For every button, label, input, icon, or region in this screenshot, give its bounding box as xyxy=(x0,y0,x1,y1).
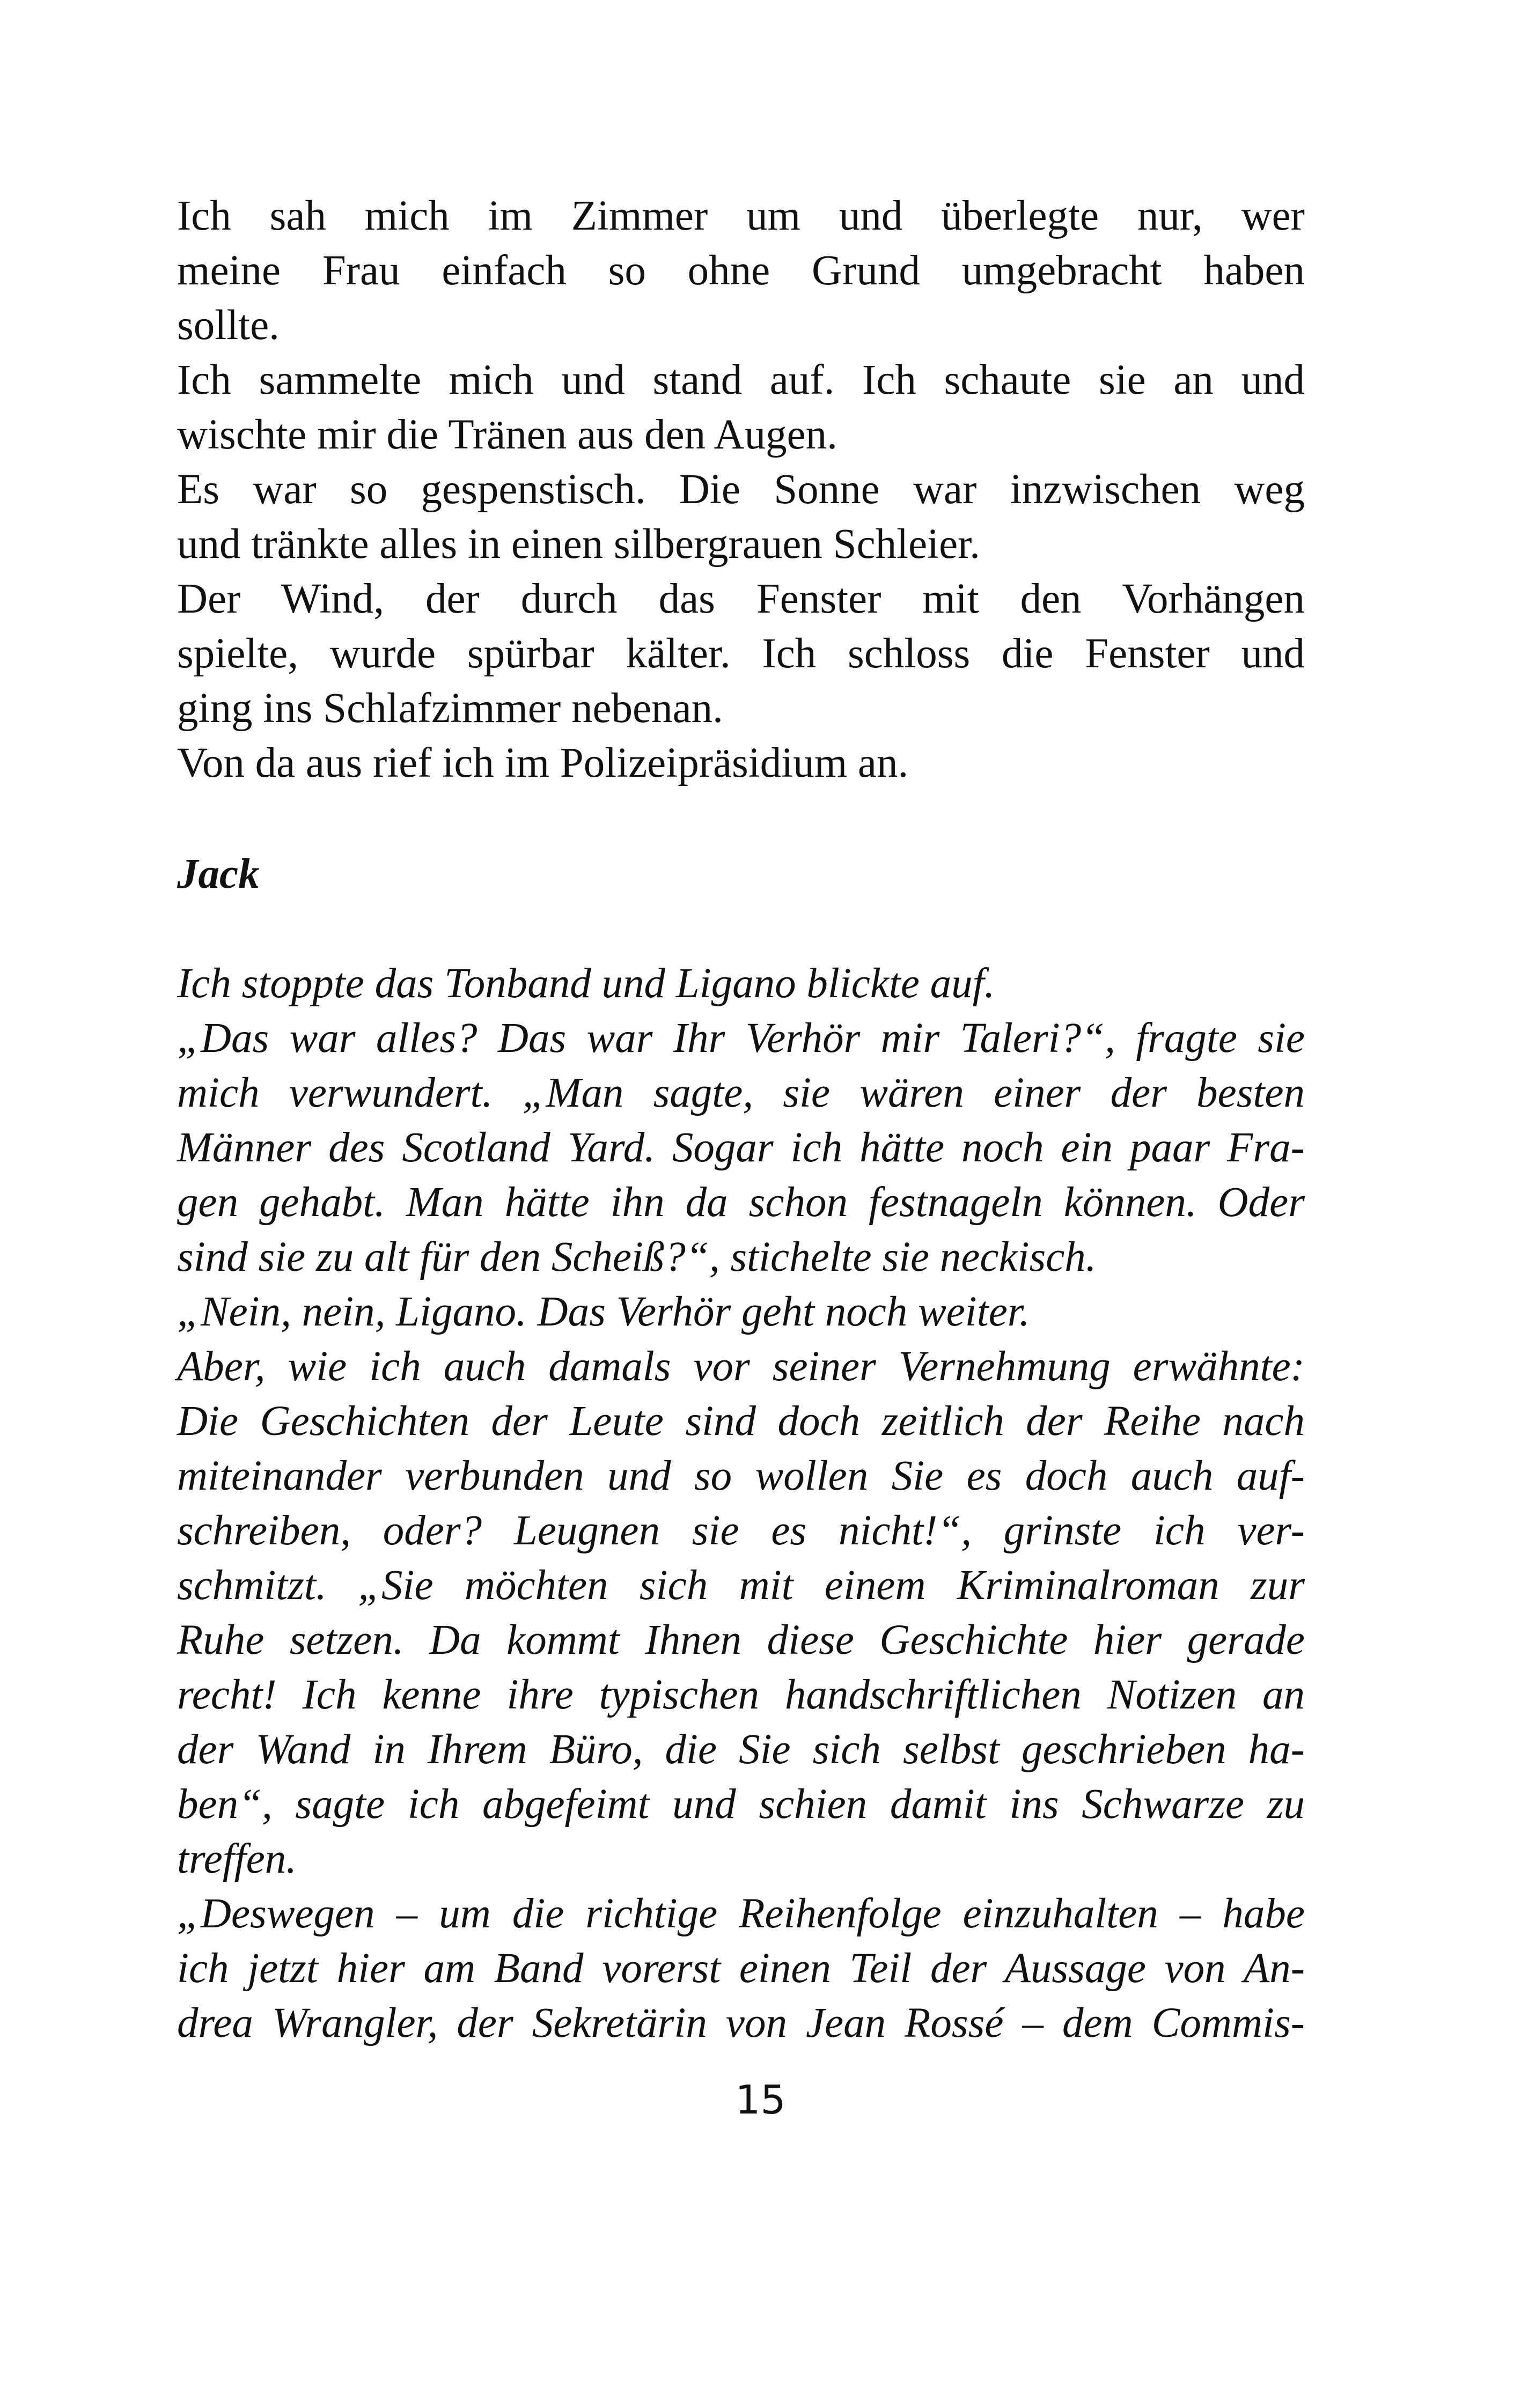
text-line: der Wand in Ihrem Büro, die Sie sich selbst geschrieben ha- xyxy=(177,1726,1305,1773)
text-line: „Das war alles? Das war Ihr Verhör mir Taleri?“, fragte sie xyxy=(177,1015,1305,1062)
page-number: 15 xyxy=(735,2077,786,2123)
paragraph xyxy=(177,462,1305,572)
text-line: Aber, wie ich auch damals vor seiner Vernehmung erwähnte: xyxy=(177,1343,1305,1390)
text-line: sind sie zu alt für den Scheiß?“, stichelte sie neckisch. xyxy=(177,1234,1097,1280)
text-line: Der Wind, der durch das Fenster mit den Vorhängen xyxy=(177,576,1305,622)
paragraph xyxy=(177,736,1305,791)
text-line: Ich sammelte mich und stand auf. Ich schaute sie an und xyxy=(177,357,1305,403)
paragraph xyxy=(177,572,1305,736)
text-line: Ruhe setzen. Da kommt Ihnen diese Geschichte hier gerade xyxy=(177,1617,1305,1663)
text-line: Die Geschichten der Leute sind doch zeitlich der Reihe nach xyxy=(177,1398,1305,1445)
text-line: gen gehabt. Man hätte ihn da schon festnageln können. Oder xyxy=(177,1179,1305,1226)
italic-narrative-text xyxy=(177,956,1305,2051)
text-line: „Nein, nein, Ligano. Das Verhör geht noch weiter. xyxy=(177,1288,1030,1335)
text-line: treffen. xyxy=(177,1836,297,1882)
text-line: drea Wrangler, der Sekretärin von Jean Rossé – dem Commis- xyxy=(177,2000,1305,2046)
text-line: spielte, wurde spürbar kälter. Ich schloss die Fenster und xyxy=(177,630,1305,677)
paragraph xyxy=(177,353,1305,462)
text-line: Es war so gespenstisch. Die Sonne war inzwischen weg xyxy=(177,466,1305,513)
text-line: mich verwundert. „Man sagte, sie wären einer der besten xyxy=(177,1070,1305,1116)
section-heading: Jack xyxy=(177,851,260,897)
text-line: recht! Ich kenne ihre typischen handschriftlichen Notizen an xyxy=(177,1671,1305,1718)
paragraph xyxy=(177,189,1305,353)
text-line: miteinander verbunden und so wollen Sie es doch auch auf- xyxy=(177,1453,1305,1499)
text-line: Ich stoppte das Tonband und Ligano blickte auf. xyxy=(177,960,995,1007)
text-line: schreiben, oder? Leugnen sie es nicht!“, grinste ich ver- xyxy=(177,1507,1305,1554)
text-line: und tränkte alles in einen silbergrauen Schleier. xyxy=(177,521,980,568)
paragraph xyxy=(177,1887,1305,2051)
narrative-text xyxy=(177,189,1305,791)
text-line: meine Frau einfach so ohne Grund umgebracht haben xyxy=(177,247,1305,294)
text-line: Männer des Scotland Yard. Sogar ich hätte noch ein paar Fra- xyxy=(177,1124,1305,1171)
paragraph xyxy=(177,956,1305,1011)
text-line: Von da aus rief ich im Polizeipräsidium an. xyxy=(177,740,909,786)
text-line: Ich sah mich im Zimmer um und überlegte nur, wer xyxy=(177,193,1305,239)
text-line: ging ins Schlafzimmer nebenan. xyxy=(177,685,723,732)
text-line: wischte mir die Tränen aus den Augen. xyxy=(177,411,837,458)
text-line: schmitzt. „Sie möchten sich mit einem Kriminalroman zur xyxy=(177,1562,1305,1609)
text-line: sollte. xyxy=(177,302,280,349)
paragraph xyxy=(177,1011,1305,1285)
text-line: ben“, sagte ich abgefeimt und schien damit ins Schwarze zu xyxy=(177,1781,1305,1828)
paragraph xyxy=(177,1285,1305,1339)
paragraph xyxy=(177,1339,1305,1887)
text-line: ich jetzt hier am Band vorerst einen Teil der Aussage von An- xyxy=(177,1945,1305,1992)
text-line: „Deswegen – um die richtige Reihenfolge einzuhalten – habe xyxy=(177,1890,1305,1937)
